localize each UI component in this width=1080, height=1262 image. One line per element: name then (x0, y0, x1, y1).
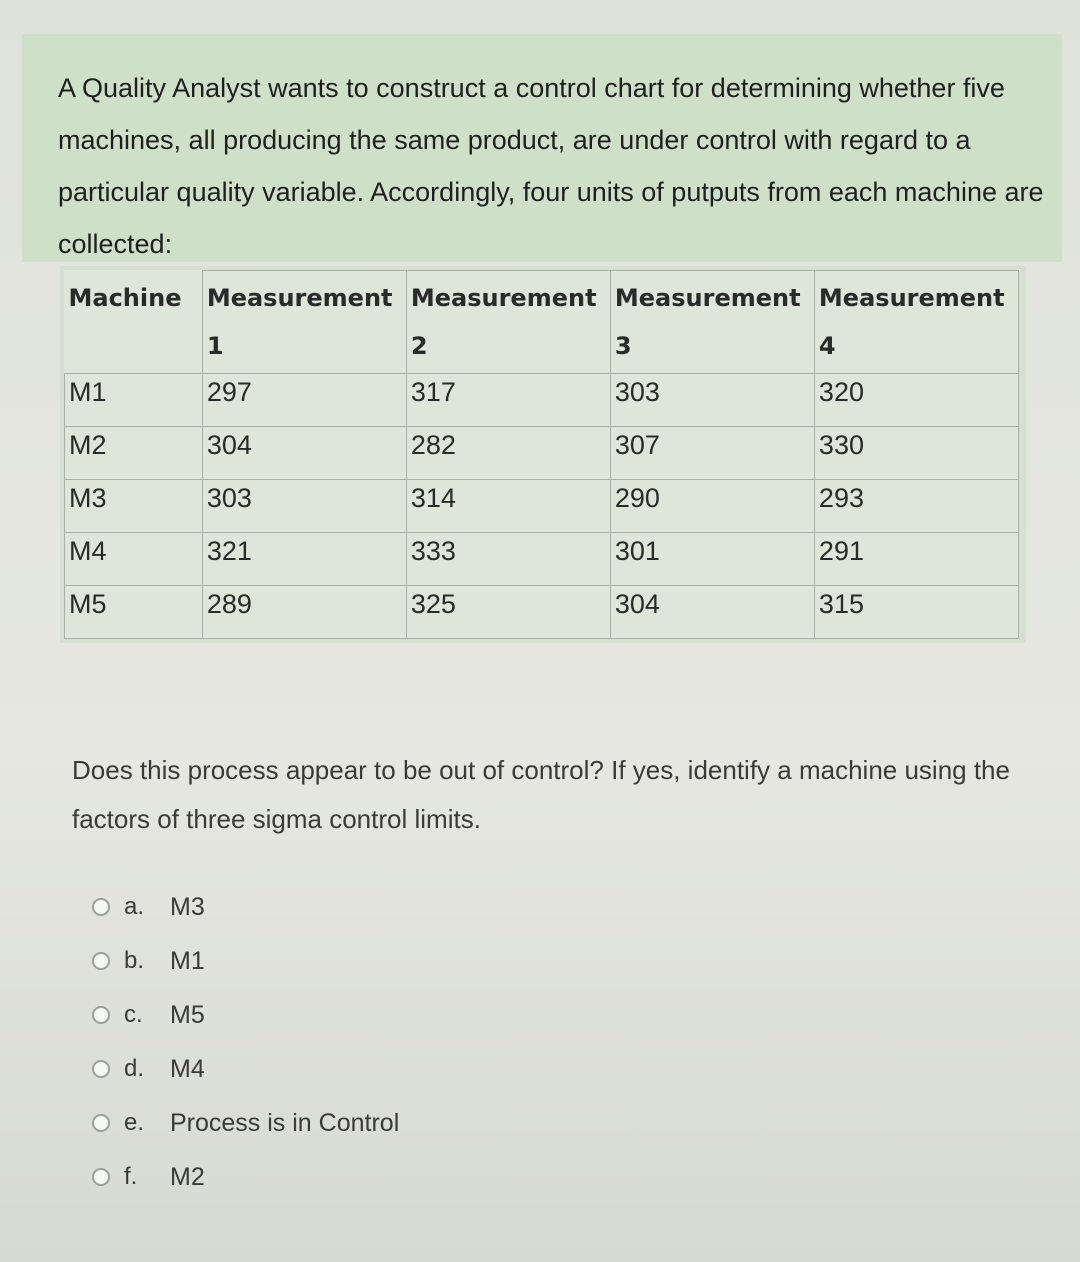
header-measurement-4: Measurement 4 (814, 271, 1018, 374)
option-label: M3 (170, 892, 205, 921)
option-letter: f. (124, 1163, 138, 1190)
table-row (65, 480, 1019, 533)
option-letter: d. (124, 1055, 145, 1082)
table-row (65, 586, 1019, 639)
cell-value: 314 (406, 480, 610, 533)
header-measurement-3: Measurement 3 (610, 271, 814, 374)
cell-value: 317 (406, 374, 610, 427)
radio-button[interactable] (92, 1006, 110, 1024)
cell-value: 291 (814, 533, 1018, 586)
option-letter: a. (124, 893, 145, 920)
cell-value: 321 (202, 533, 406, 586)
radio-button[interactable] (92, 952, 110, 970)
cell-value: 325 (406, 586, 610, 639)
measurement-table (64, 270, 1019, 639)
option-e[interactable] (92, 1096, 692, 1150)
option-f[interactable] (92, 1150, 692, 1204)
question-text: A Quality Analyst wants to construct a control chart for determining whether five machines, all producing the same product, are under control with regard to a particular quality variable. Accordingly, four units of putputs from each machine are collected: (58, 73, 1044, 259)
cell-value: 320 (814, 374, 1018, 427)
cell-value: 304 (610, 586, 814, 639)
option-label: M1 (170, 946, 205, 975)
cell-value: 289 (202, 586, 406, 639)
option-b[interactable] (92, 934, 692, 988)
answer-options (92, 880, 692, 1204)
option-a[interactable] (92, 880, 692, 934)
option-c[interactable] (92, 988, 692, 1042)
table-row (65, 533, 1019, 586)
option-letter: b. (124, 947, 145, 974)
cell-machine: M1 (65, 374, 203, 427)
option-label: M4 (170, 1054, 205, 1083)
cell-value: 301 (610, 533, 814, 586)
option-d[interactable] (92, 1042, 692, 1096)
table-row (65, 374, 1019, 427)
cell-machine: M3 (65, 480, 203, 533)
cell-machine: M2 (65, 427, 203, 480)
cell-value: 290 (610, 480, 814, 533)
radio-button[interactable] (92, 898, 110, 916)
option-letter: c. (124, 1001, 143, 1028)
cell-value: 303 (202, 480, 406, 533)
header-machine: Machine (65, 271, 203, 374)
cell-value: 303 (610, 374, 814, 427)
table-header-row (65, 271, 1019, 374)
cell-value: 330 (814, 427, 1018, 480)
cell-value: 307 (610, 427, 814, 480)
question-prompt: Does this process appear to be out of control? If yes, identify a machine using the factors of three sigma control limits. (72, 755, 1010, 834)
cell-value: 297 (202, 374, 406, 427)
cell-value: 282 (406, 427, 610, 480)
table-row (65, 427, 1019, 480)
cell-value: 333 (406, 533, 610, 586)
cell-machine: M4 (65, 533, 203, 586)
header-measurement-1: Measurement 1 (202, 271, 406, 374)
option-label: Process is in Control (170, 1108, 400, 1137)
cell-value: 293 (814, 480, 1018, 533)
radio-button[interactable] (92, 1114, 110, 1132)
cell-value: 304 (202, 427, 406, 480)
option-label: M2 (170, 1162, 205, 1191)
cell-machine: M5 (65, 586, 203, 639)
data-table-container (60, 266, 1026, 643)
cell-value: 315 (814, 586, 1018, 639)
radio-button[interactable] (92, 1168, 110, 1186)
header-measurement-2: Measurement 2 (406, 271, 610, 374)
option-letter: e. (124, 1109, 145, 1136)
radio-button[interactable] (92, 1060, 110, 1078)
option-label: M5 (170, 1000, 205, 1029)
